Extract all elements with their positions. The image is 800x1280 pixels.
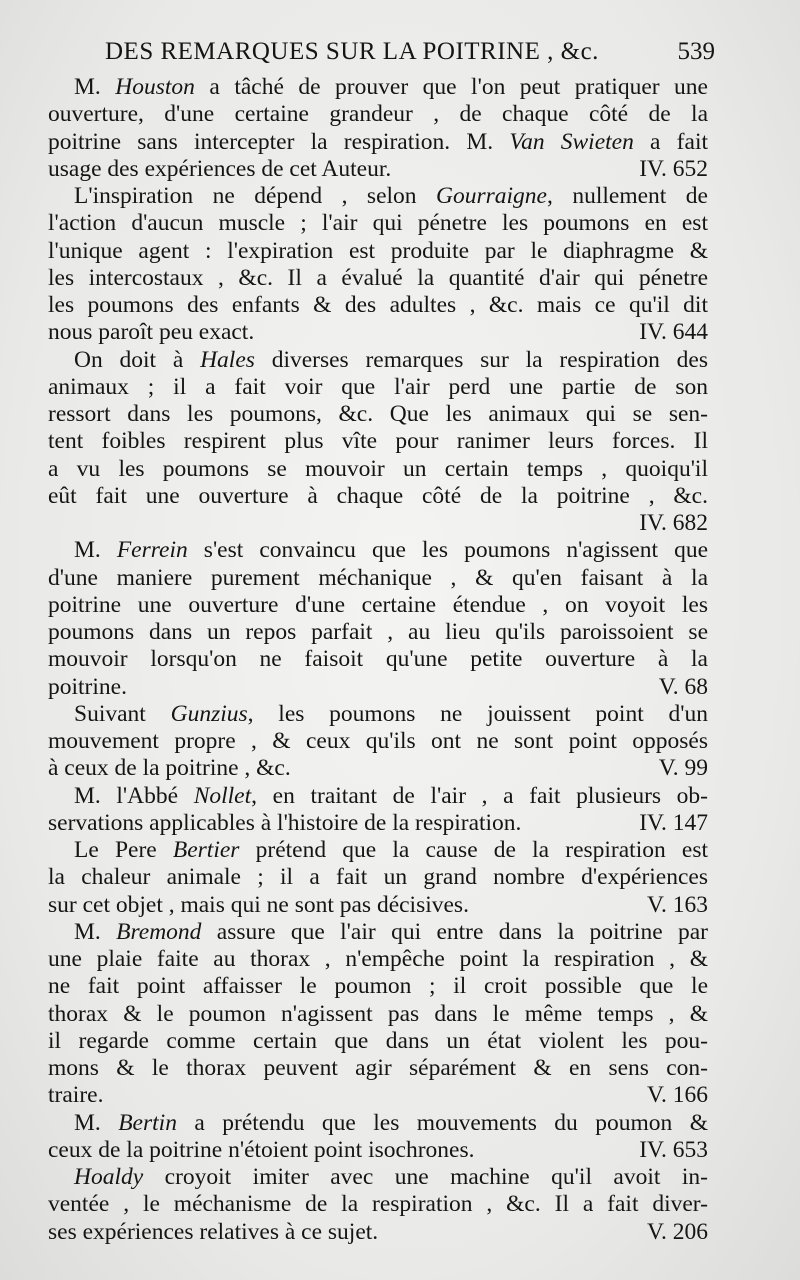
text-segment: assure que l'air qui entre dans la poitrine par — [201, 918, 708, 945]
text-line — [48, 592, 708, 619]
text-segment: M. l'Abbé — [74, 782, 194, 809]
text-line — [48, 265, 708, 292]
text-line — [48, 864, 708, 891]
volume-reference: V. 68 — [658, 673, 708, 700]
volume-reference: IV. 653 — [639, 1136, 708, 1163]
text-segment: l'action d'aucun muscle ; l'air qui pénetre les poumons en est — [48, 210, 708, 237]
text-segment: eût fait une ouverture à chaque côté de la poitrine , &c. — [48, 482, 708, 509]
text-segment: M. — [74, 537, 117, 564]
text-segment: , les poumons ne jouissent point d'un — [247, 700, 708, 727]
text-line — [48, 837, 708, 864]
text-segment: mons & le thorax peuvent agir séparément & en sens con- — [48, 1055, 708, 1081]
text-line — [48, 401, 708, 428]
text-segment: poitrine. — [48, 673, 127, 700]
text-segment: On doit à — [74, 346, 201, 373]
text-segment: a prétendu que les mouvements du poumon & — [176, 1109, 708, 1136]
text-segment: M. — [74, 918, 117, 945]
text-line — [48, 1055, 708, 1082]
text-segment: l'unique agent : l'expiration est produite par le diaphragme & — [48, 237, 708, 264]
text-line — [48, 483, 708, 510]
volume-reference: IV. 682 — [639, 510, 708, 536]
italic-name: Bremond — [116, 918, 202, 945]
text-line — [48, 1137, 708, 1164]
italic-name: Houston — [115, 74, 195, 100]
text-segment: s'est convaincu que les poumons n'agissent que — [187, 537, 708, 564]
text-segment: à ceux de la poitrine , &c. — [48, 755, 291, 782]
text-segment: croyoit imiter avec une machine qu'il avoit in- — [143, 1164, 708, 1190]
text-line — [48, 537, 708, 564]
volume-reference: V. 99 — [658, 755, 708, 782]
text-line — [48, 1110, 708, 1137]
text-segment: M. — [74, 1109, 119, 1136]
text-segment: poitrine une ouverture d'une certaine étendue , on voyoit les — [48, 591, 708, 618]
volume-reference: V. 163 — [647, 891, 708, 918]
text-segment: , nullement de — [547, 183, 708, 209]
italic-name: Bertin — [118, 1109, 177, 1136]
text-segment: poumons dans un repos parfait , au lieu qu'ils paroissoient se — [48, 619, 708, 645]
text-segment: une plaie faite au thorax , n'empêche point la respiration , & — [48, 946, 708, 972]
text-segment: usage des expériences de cet Auteur. — [48, 155, 392, 182]
running-title: DES REMARQUES SUR LA POITRINE , &c. — [105, 38, 599, 65]
text-segment: Le Pere — [74, 837, 173, 863]
text-segment: diverses remarques sur la respiration des — [254, 346, 708, 373]
text-segment: a fait — [633, 128, 708, 155]
text-segment: la chaleur animale ; il a fait un grand nombre d'expériences — [48, 864, 708, 891]
volume-reference: IV. 652 — [639, 155, 708, 182]
text-line — [48, 1028, 708, 1055]
text-line — [48, 347, 708, 374]
italic-name: Nollet — [193, 782, 252, 809]
text-segment: L'inspiration ne dépend , selon — [74, 183, 437, 209]
text-segment: mouvoir lorsqu'on ne faisoit qu'une petite ouverture à la — [48, 646, 708, 673]
italic-name: Hoaldy — [74, 1164, 144, 1190]
italic-name: Van Swieten — [509, 128, 634, 155]
volume-reference: IV. 147 — [639, 809, 708, 836]
text-line — [48, 1082, 708, 1109]
text-segment: , en traitant de l'air , a fait plusieurs ob- — [251, 782, 708, 809]
text-line — [48, 183, 708, 210]
text-line — [48, 129, 708, 156]
text-line — [48, 374, 708, 401]
volume-reference: V. 206 — [647, 1218, 708, 1245]
text-segment: nous paroît peu exact. — [48, 319, 255, 346]
text-segment: il regarde comme certain que dans un état violent les pou- — [48, 1027, 708, 1054]
text-segment: ouverture, d'une certaine grandeur , de chaque côté de la — [48, 101, 708, 128]
italic-name: Bertier — [172, 837, 240, 863]
text-line — [48, 646, 708, 673]
text-segment: thorax & le poumon n'agissent pas dans le même temps , & — [48, 1000, 708, 1027]
text-line — [48, 783, 708, 810]
text-line — [48, 619, 708, 646]
text-line — [48, 210, 708, 237]
text-line — [48, 1219, 708, 1246]
text-line — [48, 456, 708, 483]
text-line — [48, 892, 708, 919]
text-segment: les poumons des enfants & des adultes , &c. mais ce qu'il dit — [48, 292, 708, 318]
running-header — [105, 38, 715, 72]
text-line — [48, 101, 708, 128]
text-segment: ne fait point affaisser le poumon ; il croit possible que le — [48, 973, 708, 1000]
text-segment: servations applicables à l'histoire de la respiration. — [48, 809, 522, 836]
italic-name: Gourraigne — [436, 183, 547, 209]
text-segment: ceux de la poitrine n'étoient point isochrones. — [48, 1136, 475, 1163]
text-line — [48, 755, 708, 782]
text-segment: ventée , le méchanisme de la respiration , &c. Il a fait diver- — [48, 1191, 708, 1218]
text-segment: ses expériences relatives à ce sujet. — [48, 1218, 379, 1245]
text-line — [48, 973, 708, 1000]
text-segment: a vu les poumons se mouvoir un certain temps , quoiqu'il — [48, 455, 708, 482]
volume-reference: V. 166 — [647, 1082, 708, 1109]
italic-name: Ferrein — [116, 537, 188, 564]
text-line — [48, 701, 708, 728]
text-line — [48, 156, 708, 183]
text-line — [48, 319, 708, 346]
text-line — [48, 428, 708, 455]
text-line — [48, 810, 708, 837]
italic-name: Gunzius — [170, 700, 248, 727]
text-segment: M. — [74, 74, 116, 100]
text-segment: traire. — [48, 1082, 104, 1109]
text-segment: les intercostaux , &c. Il a évalué la quantité d'air qui pénetre — [48, 264, 708, 291]
text-line — [48, 292, 708, 319]
text-segment: prétend que la cause de la respiration est — [239, 837, 708, 863]
text-line — [48, 674, 708, 701]
text-segment: ressort dans les poumons, &c. Que les animaux qui se sen- — [48, 401, 708, 427]
text-line — [48, 74, 708, 101]
text-segment: sur cet objet , mais qui ne sont pas décisives. — [48, 891, 469, 918]
text-segment: d'une maniere purement méchanique , & qu'en faisant à la — [48, 564, 708, 591]
text-segment: poitrine sans intercepter la respiration. M. — [48, 128, 510, 155]
page-number: 539 — [677, 38, 715, 65]
body-text — [48, 74, 708, 1246]
text-segment: mouvement propre , & ceux qu'ils ont ne sont point opposés — [48, 728, 708, 754]
italic-name: Hales — [200, 346, 255, 373]
text-segment: animaux ; il a fait voir que l'air perd une partie de son — [48, 373, 708, 400]
text-line — [48, 238, 708, 265]
text-segment: Suivant — [74, 700, 171, 727]
text-line — [48, 1164, 708, 1191]
text-segment: a tâché de prouver que l'on peut pratiquer une — [194, 74, 708, 100]
text-line — [48, 1001, 708, 1028]
text-line — [48, 728, 708, 755]
text-segment: tent foibles respirent plus vîte pour ranimer leurs forces. Il — [48, 428, 708, 455]
text-line — [48, 946, 708, 973]
text-line — [48, 565, 708, 592]
text-line — [48, 919, 708, 946]
text-line — [48, 510, 708, 537]
text-line — [48, 1191, 708, 1218]
volume-reference: IV. 644 — [639, 319, 708, 346]
